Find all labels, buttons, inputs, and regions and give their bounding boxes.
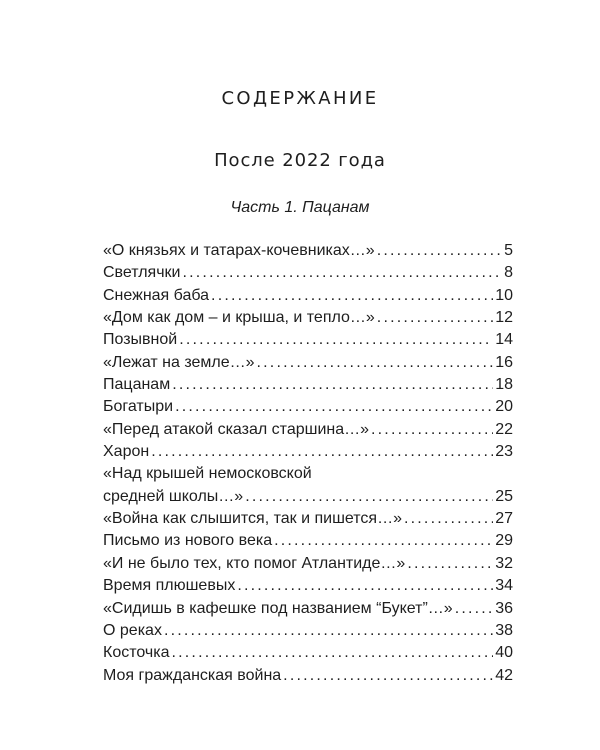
toc-entry — [103, 441, 513, 463]
toc-entry-page: 12 — [495, 309, 513, 327]
toc-entry-title: Харон — [103, 443, 150, 461]
toc-entry-title: Косточка — [103, 644, 170, 662]
toc-entry-page: 25 — [495, 487, 513, 505]
toc-entry-title: Светлячки — [103, 264, 181, 282]
toc-entry — [103, 307, 513, 329]
dot-leader — [172, 642, 494, 664]
toc-entry-title: «Война как слышится, так и пишется…» — [103, 510, 402, 528]
dot-leader — [257, 352, 494, 374]
toc-heading: СОДЕРЖАНИЕ — [221, 88, 379, 109]
toc-entry — [103, 642, 513, 664]
toc-entry — [103, 262, 513, 284]
toc-entry-page: 8 — [504, 264, 513, 282]
toc-entry-title: О реках — [103, 621, 162, 639]
toc-entry-title: Снежная баба — [103, 286, 210, 304]
toc-entry-page: 14 — [495, 331, 513, 349]
toc-entry-page: 27 — [495, 510, 513, 528]
toc-entry-page: 36 — [495, 599, 513, 617]
dot-leader — [179, 329, 493, 351]
toc-entry-page: 22 — [495, 420, 513, 438]
toc-entry-title: «О князьях и татарах-кочевниках…» — [103, 242, 375, 259]
dot-leader — [455, 598, 494, 620]
toc-entry-title: «Сидишь в кафешке под названием “Букет”…» — [103, 599, 453, 617]
dot-leader — [404, 508, 493, 530]
toc-entry-page: 40 — [495, 644, 513, 662]
dot-leader — [274, 530, 493, 552]
toc-entry-page: 20 — [495, 398, 513, 416]
toc-entry — [103, 508, 513, 530]
toc-entry-page: 23 — [495, 443, 513, 461]
toc-entry — [103, 575, 513, 597]
toc-entry-title: средней школы…» — [103, 487, 244, 505]
toc-entry — [103, 486, 513, 508]
toc-entry-title: Моя гражданская война — [103, 666, 282, 684]
dot-leader — [407, 553, 493, 575]
dot-leader — [175, 396, 493, 418]
dot-leader — [377, 240, 502, 262]
dot-leader — [151, 441, 493, 463]
toc-entry — [103, 285, 513, 307]
toc-entry — [103, 665, 513, 687]
dot-leader — [172, 374, 493, 396]
toc-entry-title: Время плюшевых — [103, 577, 236, 595]
toc-entry-page: 18 — [495, 376, 513, 394]
toc-entry-page: 10 — [495, 286, 513, 304]
toc-entry-title: «Лежат на земле…» — [103, 353, 255, 371]
toc-entry-page: 34 — [495, 577, 513, 595]
toc-entry — [103, 352, 513, 374]
dot-leader — [377, 307, 493, 329]
toc-entry — [103, 620, 513, 642]
toc-list — [103, 240, 513, 687]
toc-entry — [103, 240, 513, 262]
toc-entry — [103, 530, 513, 552]
toc-entry-page: 42 — [495, 666, 513, 684]
toc-entry-title: Позывной — [103, 331, 178, 349]
toc-entry-title: Письмо из нового века — [103, 532, 273, 550]
dot-leader — [237, 575, 493, 597]
part-heading: Часть 1. Пацанам — [230, 199, 370, 216]
section-heading: После 2022 года — [214, 150, 386, 171]
toc-entry — [103, 329, 513, 351]
toc-entry-title: «Над крышей немосковской — [103, 465, 312, 483]
toc-entry-page: 16 — [495, 353, 513, 371]
toc-entry — [103, 419, 513, 441]
dot-leader — [211, 285, 493, 307]
toc-entry-title: Богатыри — [103, 398, 174, 416]
toc-entry — [103, 396, 513, 418]
dot-leader — [164, 620, 493, 642]
toc-entry-title: «Перед атакой сказал старшина…» — [103, 420, 370, 438]
toc-entry-title: «Дом как дом – и крыша, и тепло…» — [103, 309, 375, 327]
toc-entry — [103, 598, 513, 620]
toc-entry-page: 38 — [495, 621, 513, 639]
toc-entry-title: «И не было тех, кто помог Атлантиде…» — [103, 554, 406, 572]
toc-entry — [103, 553, 513, 575]
dot-leader — [183, 262, 503, 284]
toc-entry-page: 29 — [495, 532, 513, 550]
toc-entry-page: 32 — [495, 554, 513, 572]
toc-entry-page: 5 — [504, 242, 513, 259]
dot-leader — [245, 486, 493, 508]
toc-entry-continued — [103, 463, 513, 485]
toc-entry-title: Пацанам — [103, 376, 171, 394]
toc-entry — [103, 374, 513, 396]
dot-leader — [371, 419, 493, 441]
dot-leader — [283, 665, 493, 687]
